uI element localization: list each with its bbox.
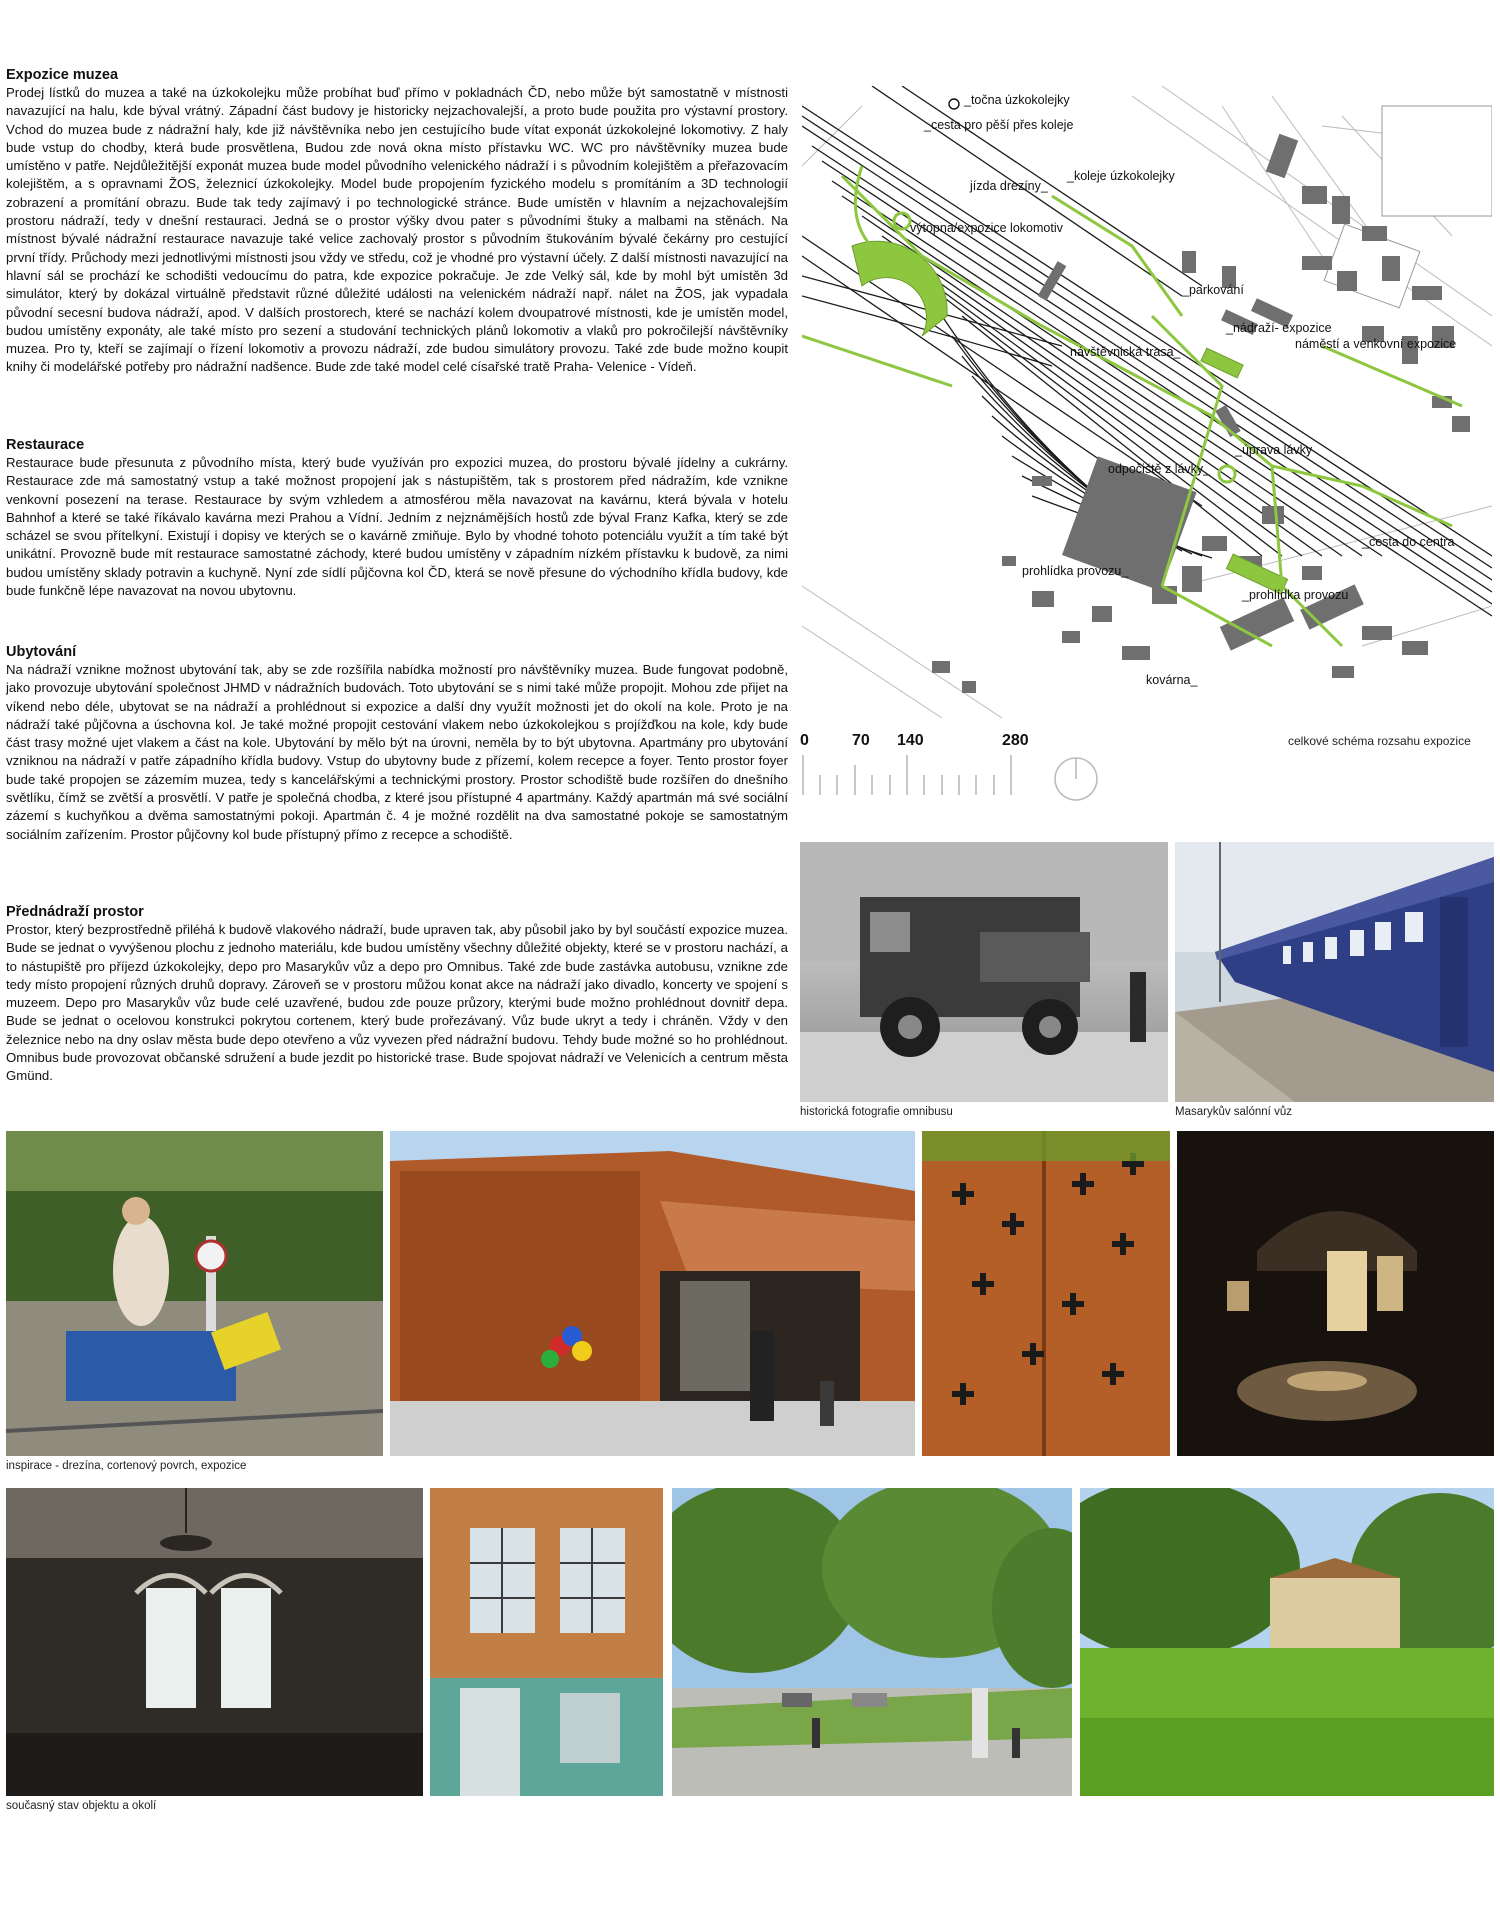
scale-label-140: 140 [897, 732, 924, 749]
map-label-upravalavky: _úprava lávky [1235, 443, 1313, 457]
section-title: Přednádraží prostor [6, 904, 144, 920]
map-label-prohlidka2: _prohlídka provozu [1242, 588, 1349, 602]
caption-stav: současný stav objektu a okolí [6, 1800, 157, 1812]
map-label-koleje: _koleje úzkokolejky [1067, 169, 1175, 183]
section-prednadrazi [6, 903, 788, 1086]
caption-inspirace: inspirace - drezína, cortenový povrch, expozice [6, 1460, 247, 1472]
photo-exhibition-hall [1177, 1131, 1494, 1456]
map-label-tocna: _točna úzkokolejky [964, 93, 1070, 107]
map-label-kovarna: kovárna_ [1146, 673, 1198, 687]
section-title: Restaurace [6, 437, 85, 453]
photo-omnibus [800, 842, 1168, 1102]
map-label-nadrazi: _nádraží- expozice [1226, 321, 1332, 335]
photo-station-windows [430, 1488, 663, 1796]
caption-omnibus: historická fotografie omnibusu [800, 1106, 953, 1118]
map-label-centra: _cesta do centra [1362, 535, 1455, 549]
map-label-trasa: návštěvnická trasa_ [1070, 345, 1181, 359]
section-title: Expozice muzea [6, 67, 119, 83]
map-caption: celkové schéma rozsahu expozice [1288, 734, 1471, 748]
map-label-parkovani: _parkování [1182, 283, 1244, 297]
photo-corten-building [390, 1131, 915, 1456]
scale-label-70: 70 [852, 732, 870, 749]
photo-interior-hall [6, 1488, 423, 1796]
map-label-jizda: jízda drezíny_ [970, 179, 1048, 193]
photo-masaryk-car [1175, 842, 1494, 1102]
section-title: Ubytování [6, 644, 77, 660]
north-arrow-icon [1053, 756, 1099, 802]
photo-draisine [6, 1131, 383, 1456]
map-label-namesti: náměstí a venkovní expozice [1295, 337, 1457, 351]
turntable-marker [949, 99, 959, 109]
map-label-vytopna: výtopna/expozice lokomotiv [910, 221, 1063, 235]
site-map-drawing [802, 86, 1492, 718]
section-body: Na nádraží vznikne možnost ubytování tak, aby se zde rozšířila nabídka možností pro návštěvníky muzea. Bude fungovat podobně, jako provozuje ubytování společnost JHMD v nádražních budovách. Toto ubytování se s nimi také může propojit. Mohou zde přijet na víkend nebo déle, ubytovat se na nádraží a prohlédnout si expozice a další dny využít možnosti jet do okolí na kole. Proto je na nádraží také půjčovna a úschovna kol. Je také možné propojit cestování vlakem nebo úzkokolejkou s projížďkou na kole, kdy bude část trasy možné ujet vlakem a část na kole. Ubytování by mělo být na úrovni, neměla by to být ubytovna. Apartmány pro ubytování vzniknou na nádraží v patře západního křídla budovy. Vstup do ubytovny bude z přízemí, kolem recepce a foyer. Tento prostor foyer bude také propojen se zázemím muzea, tedy s kancelářskými a technickými prostory. Prostor schodiště bude rozšířen do dnešního světlíku, čímž se zvětší a prosvětlí. V patře je společná chodba, z které jsou přístupné 4 apartmány. Každý apartmán má své sociální zázemí s kuchyňkou a dvěma samostatnými pokoji. Apartmán č. 4 je možné rozdělit na dva samostatné pokoje se samostatným sociálním zařízením. Prostor půjčovny kol bude přístupný přímo z recepce a schodiště. [6, 662, 788, 842]
section-body: Prodej lístků do muzea a také na úzkokolejku může probíhat buď přímo v pokladnách ČD, nebo může být samostatně v místnosti navazující na halu, kde býval vrátný. Západní část budovy je historicky nejzachovalejší, a proto bude použita pro výstavní prostory. Vchod do muzea bude z nádražní haly, kde již návštěvníka nebo jen cestujícího bude vítat exponát úzkokolejné lokomotivy. Z haly bude vstup do chodby, která bude prosvětlena, Budou zde nová okna místo přístavku WC. WC pro návštěvníky muzea bude umístěno v patře. Nejdůležitější exponát muzea bude model původního velenického nádraží i s původním kolejištěm a přeřazovacím kolejištěm, a s opravnami ŽOS, železnicí úzkokolejky. Model bude propojením fyzického modelu s promítáním a 3D technologií zobrazení a promítání obrazu. Bude tak tedy zajímavý i po technologické stránce. Bude umístěn v hlavním a nejzachovalejším prostoru nádraží, tedy v dnešní restauraci. Jedná se o prostor výšky dvou pater s původními štuky a malbami na stěnách. Na místnost bývalé nádražní restaurace navazuje také velice zachovalý prostor s původním štukováním bývalé čekárny pro cestující první třídy. Průchody mezi jednotlivými místnosti jsou vždy ve středu, což je vhodné pro výstavní účely. Z další místnosti navazující na hlavní sál se prochází ke schodišti vedoucímu do patra, kde expozice pokračuje. Je zde Velký sál, kde by mohl být umístěn 3d simulátor, který by dokázal virtuálně představit různé důležité události na velenickém nádraží např. nálet na ŽOS, jak vypadala původní secesní budova nádraží, apod. V dalších prostorech, které se nachází kolem dvoupatrové místnosti, kde je umístěn model, budou umístěny exponáty, ale také místo pro sezení a studování technických plánů lokomotiv a vlaků pro pokročilejší návštěvníky muzea. Pro ty, kteří se zajímají o řízení lokomotiv a provozu nádraží, zde budou simulátory provozu. Také zde bude možno koupit knihy či modelářské potřeby pro nádražní nadšence. Bude zde také model celé císařské tratě Praha- Velenice - Vídeň. [6, 85, 788, 375]
section-expozice [6, 66, 788, 377]
photo-station-square [672, 1488, 1072, 1796]
caption-masaryk: Masarykův salónní vůz [1175, 1106, 1292, 1118]
map-label-prohlidka1: prohlídka provozu_ [1022, 564, 1129, 578]
scale-label-0: 0 [800, 732, 809, 749]
section-body: Prostor, který bezprostředně přiléhá k budově vlakového nádraží, bude upraven tak, aby působil jako by byl součástí expozice muzea. Bude se jednat o vyvýšenou plochu z jednoho materiálu, kde budou umístěny všechny důležité objekty, které se v prostoru nachází, a to nástupiště pro příjezd úzkokolejky, depo pro Masarykův vůz a depo pro Omnibus. Také zde bude zastávka autobusu, vznikne zde tedy místo propojení různých druhů dopravy. Zároveň se v prostoru můžou konat akce na nádraží jako divadlo, koncerty ve spojení s muzeem. Depo pro Masarykův vůz bude celé uzavřené, budou zde pouze průzory, kterými bude možno prohlédnout dovnitř depa. Bude se jednat o ocelovou konstrukci pokrytou cortenem, který bude prořezávaný. Vůz bude ukryt a tedy i chráněn. Vždy v den železnice nebo na dny oslav města bude depo otevřeno a vůz vyvezen před nádražní budovu. Tehdy bude možné so ho prohlédnout. Omnibus bude provozovat občanské sdružení a bude jezdit po historické trase. Bude spojovat nádraží ve Velenicích a centrum města Gmünd. [6, 922, 788, 1084]
site-map [802, 86, 1492, 718]
section-restaurace [6, 436, 788, 600]
photo-corten-surface [922, 1131, 1170, 1456]
photo-station-park [1080, 1488, 1494, 1796]
map-label-pridiste: odpočiště z lávky_ [1108, 462, 1211, 476]
map-label-cesta: _cesta pro pěší přes koleje [924, 118, 1074, 132]
section-ubytovani [6, 643, 788, 844]
scale-label-280: 280 [1002, 732, 1029, 749]
section-body: Restaurace bude přesunuta z původního místa, který bude využíván pro expozici muzea, do prostoru bývalé jídelny a cukrárny. Restaurace zde má samostatný vstup a také možnost propojení jak s nástupištěm, tak s prostorem před nádražím, kde vznikne venkovní posezení na terase. Restaurace by svým vzhledem a atmosférou měla navazovat na kavárnu, která bývala v hotelu Bahnhof a které se také říkávalo kavárna mezi Prahou a Vídní. Jedním z nejznámějších hostů zde býval Franz Kafka, který se zde scházel se svou přítelkyní. Existují i dopisy ve kterých se o kavárně zmiňuje. Bylo by vhodné tohoto potenciálu využít a tím také být unikátní. Provozně bude mít restaurace samostatné záchody, které budou umístěny v západním nízkém přístavku k budově, za nimi budou umístěny sklady potravin a kuchyně. Nyní zde sídlí půjčovna kol ČD, která se nově přesune do východního křídla budovy, kde bude funkčně lépe navazovat na novou ubytovnu. [6, 455, 788, 599]
